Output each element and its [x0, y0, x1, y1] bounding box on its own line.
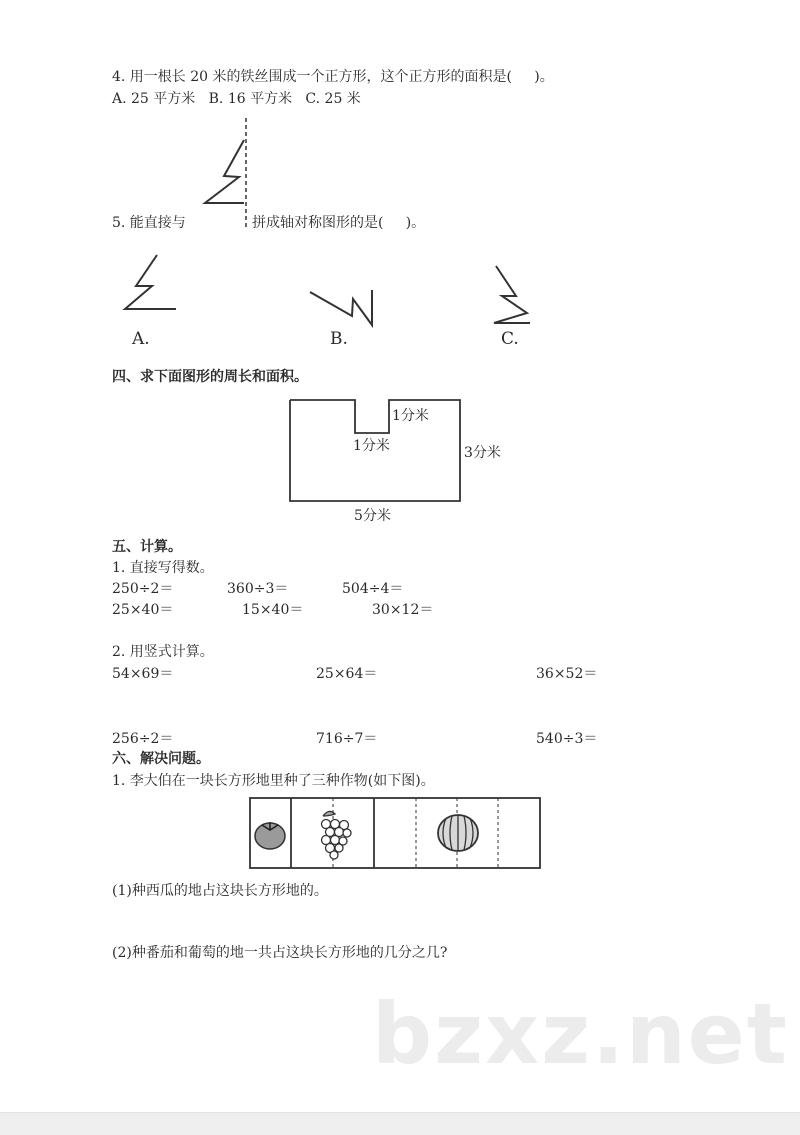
vertical-calc-item: 25×64＝ — [316, 666, 378, 682]
width-label: 5分米 — [354, 508, 391, 524]
option-b-shape — [310, 290, 372, 325]
section5-sub2: 2. 用竖式计算。 — [112, 644, 214, 660]
section5-sub1: 1. 直接写得数。 — [112, 560, 214, 576]
vertical-calc-item: 716÷7＝ — [316, 731, 378, 747]
section4-title: 四、求下面图形的周长和面积。 — [112, 369, 308, 385]
grape-icon — [322, 811, 352, 859]
site-watermark: bzxz.net — [372, 985, 789, 1083]
q5-text-after: 拼成轴对称图形的是( )。 — [252, 215, 426, 231]
section5-title: 五、计算。 — [112, 539, 182, 555]
height-label: 3分米 — [464, 445, 501, 461]
vertical-calc-item: 256÷2＝ — [112, 731, 174, 747]
bottom-bar — [0, 1112, 800, 1135]
half-zigzag-shape — [205, 140, 244, 203]
vertical-calc-item: 54×69＝ — [112, 666, 174, 682]
option-a-label: A. — [132, 329, 150, 349]
option-c-shape — [494, 266, 530, 323]
section6-q1: 1. 李大伯在一块长方形地里种了三种作物(如下图)。 — [112, 773, 435, 789]
q5-reference-figure — [205, 118, 246, 230]
notch-bottom-label: 1分米 — [353, 438, 390, 454]
section6-part1: (1)种西瓜的地占这块长方形地的。 — [112, 883, 328, 899]
q4-text: 4. 用一根长 20 米的铁丝围成一个正方形，这个正方形的面积是( )。 — [112, 69, 554, 85]
calc-item: 25×40＝ — [112, 602, 174, 618]
calc-item: 15×40＝ — [242, 602, 304, 618]
notch-right-label: 1分米 — [392, 408, 429, 424]
option-c-label: C. — [501, 329, 519, 349]
option-a-shape — [125, 255, 176, 309]
vertical-calc-item: 36×52＝ — [536, 666, 598, 682]
watermelon-icon — [438, 815, 478, 851]
field-strip-figure — [250, 798, 540, 868]
calc-item: 30×12＝ — [372, 602, 434, 618]
option-b-label: B. — [330, 329, 348, 349]
q5-text-before: 5. 能直接与 — [112, 215, 186, 231]
q4-options: A. 25 平方米 B. 16 平方米 C. 25 米 — [112, 91, 361, 107]
calc-item: 504÷4＝ — [342, 581, 404, 597]
field-outline — [250, 798, 540, 868]
calc-item: 360÷3＝ — [227, 581, 289, 597]
section6-title: 六、解决问题。 — [112, 751, 210, 767]
calc-item: 250÷2＝ — [112, 581, 174, 597]
tomato-icon — [255, 822, 285, 849]
vertical-calc-item: 540÷3＝ — [536, 731, 598, 747]
section6-part2: (2)种番茄和葡萄的地一共占这块长方形地的几分之几? — [112, 945, 448, 961]
